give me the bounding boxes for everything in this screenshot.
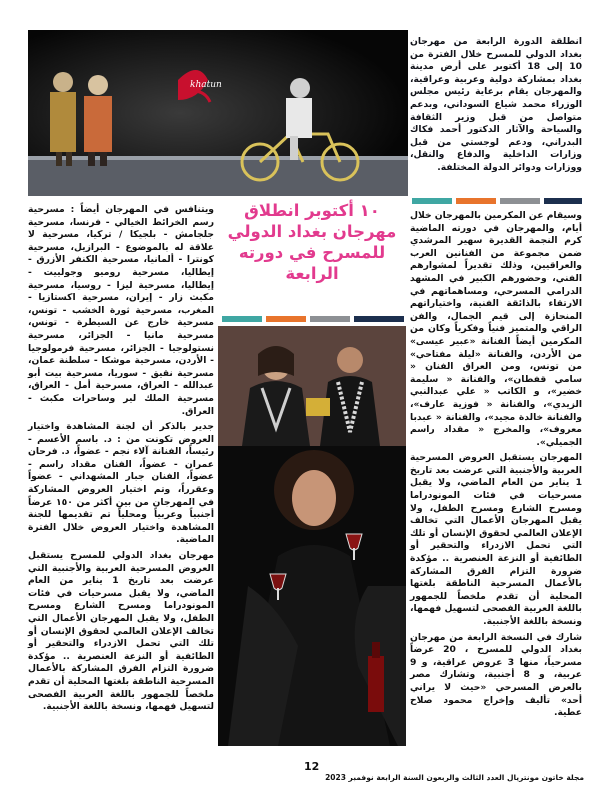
honorees-paragraph: وسيقام عن المكرمين بالمهرجان خلال أيام، والمهرجان في دورته الماضية كرم النجمة القديرة سهير المرشدي ضمن مجموعة من الفنانين العرب والعراقيين، وذلك تقديراً لمشوارهم الفني، وحضورهم الكبير في المشهد الدرامي المسرحي، ومساهماتهم في الارتقاء بالذائقة الفنية، واختياراتهم المنحازة إلى قيم الجمال، والفن الراقي والمتميز فنياً وفكرياً وكان من المكرمين أيضاً الفنانة «عبير عيسى» من الأردن، والفنانة «ليلة مفتاحي» من تونس، ومن العراق الفنان « سامي قفطان»، والفنانة « سليمة خضير»، و الكاتب « علي عبدالنبي الزيدي»، والفنانة « فوزية عارف»، والفنانة خالدة مجيد»، والفنانة « عبدبا معروف»، والمخرج « مقداد راسم الجميلي». — [410, 210, 582, 448]
intro-text: انطلقة الدورة الرابعة من مهرجان بغداد الدولي للمسرح خلال الفترة من 10 إلى 18 أكتوبر على أرض مدينة بغداد بمشاركة دولية وعربية وعراقية، والمهرجان يقام برعاية رئيس مجلس الوزراء محمد شياع السوداني، وبدعم متواصل من قبل وزير الثقافة والسياحة والآثار الدكتور أحمد فكاك البدراني، ودعم لوجستي من قبل وزارات الداخلية والدفاع والنقل، ووزارات ودوائر الدولة المختلفة. — [410, 36, 582, 173]
participation-paragraph: شارك في النسخة الرابعة من مهرجان بغداد الدولي للمسرح ، 20 عرضاً مسرحياً، منها 3 عروض عراقية، و 9 عربية، و 8 أجنبية، وتشارك مصر بالعرض المسرحي «حيث لا يراني أحد» تأليف وإخراج محمود صلاح عطية. — [410, 631, 582, 719]
competing-plays-paragraph: ويتنافس في المهرجان أيضاً : مسرحية رسم الخرائط الخيالي - فرنسا، مسرحية جلجامش - بلجيكا / تركيا، مسرحية لا علاقة له بالموضوع - البرازيل، مسرحية كونترا - ألمانيا، مسرحية الكنفر الأزرق - إيطاليا، مسرحية روميو وجولييت - إيطاليا، مسرحية ليزا - روسيا، مسرحية مكبث زار - إيران، مسرحية اكستازيا - المغرب، مسرحية ثورة الخشب - تونس، مسرحية خارج عن السيطرة - تونس، مسرحية مانيا - الجزائر، مسرحية نستولوجيا - الجزائر، مسرحية فرمولوجيا - الأردن، مسرحية موشكا - سلطنة عمان، مسرحية نقيق - سوريا، مسرحية بيت أبو عبدالله - العراق، مسرحية أمل - العراق، مسرحية الملك لير وساحرات مكبث - العراق. — [28, 204, 214, 417]
rules-paragraph: المهرجان يستقبل العروض المسرحية العربية والأجنبية التي عرضت بعد تاريخ 1 يناير من العام الماضي، ولا يقبل مسرحيات في فئات المونودراما ومسرح الشارع ومسرح الطفل، ولا يقبل المهرجان الأعمال التي تخالف الإعلان العالمي لحقوق الإنسان أو تلك التي تحمل الازدراء والتحقير أو الطائفية أو النزعة العنصرية .. مؤكدة ضرورة التزام الفرق المشاركة بالأعمال المسرحية الناطقة بلغتها المحلية أن تقدم ملخصاً للجمهور باللغة العربية الفصحى لتسهيل فهمها، ونسخة باللغة الأجنبية. — [410, 452, 582, 627]
logo-text: khatun — [190, 80, 222, 90]
award-image — [218, 326, 406, 446]
page-number: 12 — [304, 760, 320, 773]
decor-bar-orange — [266, 316, 306, 322]
footer-caption: مجلة خاتون مونتريال العدد الثالث والربعون السنة الرابعة نوفمبر 2023 — [325, 773, 584, 782]
committee-paragraph: جدير بالذكر أن لجنة المشاهدة واختيار العروض تكونت من : د. باسم الأعسم - رئيساً، الفنانة آلاء نجم - عضواً، د. فرحان عمران - عضواً، الفنان مقداد راسم - عضواً، الفنان جبار المشهداني - عضواً وعقرراً، وتم اختيار العروض المشاركة في المهرجان من بين أكثر من ١٥٠ عرضاً أجنبياً وعربياً ومحلياً تم تقديمها للجنة المشاهدة واختيار العروض خلال الفترة الماضية. — [28, 421, 214, 546]
actress-performance-photo — [218, 446, 406, 746]
award-ceremony-photo — [218, 326, 406, 446]
decor-bar-navy — [354, 316, 404, 322]
stage-performance-photo — [28, 30, 408, 196]
actress-image — [218, 446, 406, 746]
intro-paragraph — [410, 36, 582, 178]
festival-rules-paragraph: مهرجان بغداد الدولي للمسرح يستقبل العروض المسرحية العربية والأجنبية التي عرضت بعد تاريخ 1 يناير من العام الماضي، ولا يقبل مسرحيات في فئات المونودراما ومسرح الشارع ومسرح الطفل، ولا يقبل المهرجان الأعمال التي تخالف الإعلان العالمي لحقوق الإنسان أو تلك التي تحمل الازدراء والتحقير أو الطائفية أو النزعة العنصرية .. مؤكدة ضرورة التزام الفرق المشاركة بالأعمال المسرحية الناطقة بلغتها المحلية أن تقدم ملخصاً للجمهور باللغة العربية الفصحى لتسهيل فهمها، ونسخة باللغة الأجنبية. — [28, 550, 214, 713]
decor-bar-grey — [310, 316, 350, 322]
right-column — [410, 200, 582, 723]
left-column — [28, 204, 214, 717]
stage-scene-image — [28, 30, 408, 196]
decor-bar-teal — [222, 316, 262, 322]
headline: ١٠ أكتوبر انطلاق مهرجان بغداد الدولي للمسرح في دورته الرابعة — [227, 201, 397, 283]
